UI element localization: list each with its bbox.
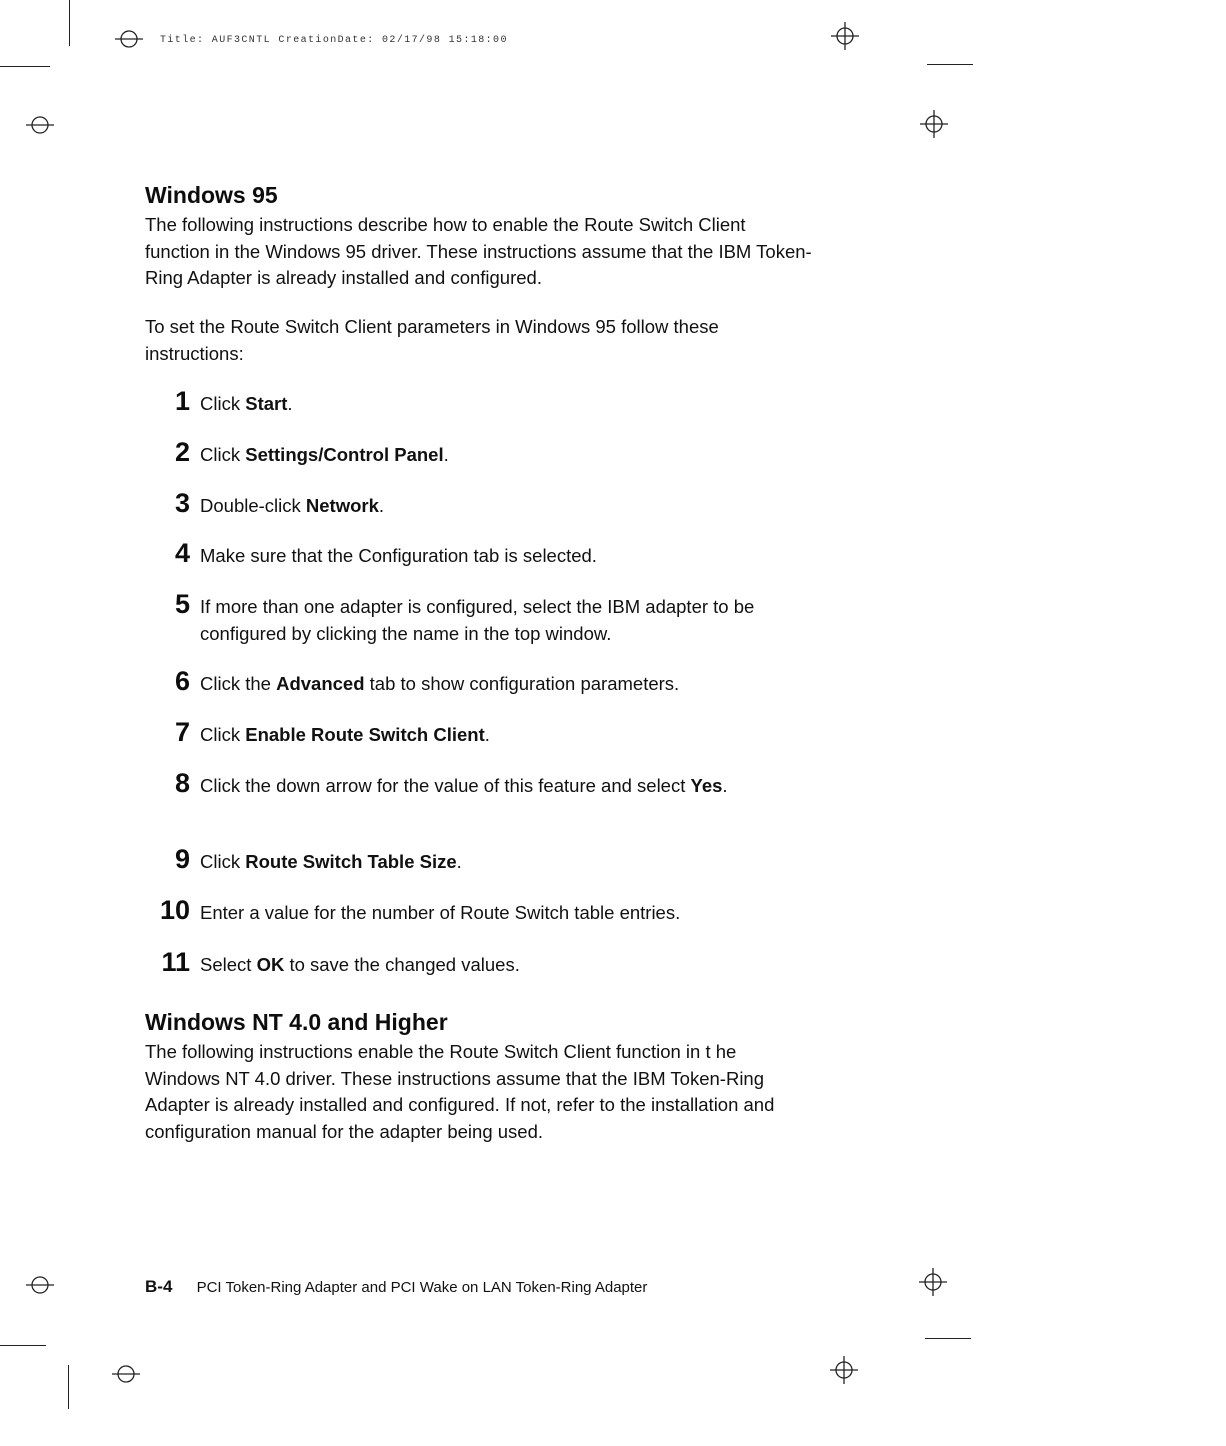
step-number: 9: [174, 844, 190, 874]
page-footer: [145, 1277, 647, 1297]
step-text: Click the down arrow for the value of this feature and select Yes.: [200, 775, 728, 796]
registration-mark-icon: [23, 1273, 57, 1297]
section-heading-windows-95: Windows 95: [145, 182, 278, 208]
crop-line-top-left-horizontal: [0, 66, 50, 67]
crop-line-bottom-left-horizontal: [0, 1345, 46, 1346]
crop-line-bottom-left-vertical: [68, 1365, 69, 1409]
windows-nt-intro: The following instructions enable the Route Switch Client function in t he Windows NT 4.0 driver. These instructions assume that the IBM Token-Ring Adapter is already installed and configured. If not, refer to the installation and configuration manual for the adapter being used.: [145, 1041, 775, 1142]
step-text: Click the Advanced tab to show configuration parameters.: [200, 673, 680, 694]
section-heading-windows-nt: Windows NT 4.0 and Higher: [145, 1009, 448, 1035]
step-text: If more than one adapter is configured, select the IBM adapter to be configured by clicking the name in the top window.: [200, 596, 755, 644]
windows-95-intro: The following instructions describe how to enable the Route Switch Client function in the Windows 95 driver. These instructions assume that the IBM Token-Ring Adapter is already installed and configured.: [145, 214, 812, 288]
step-text: Click Enable Route Switch Client.: [200, 724, 490, 745]
registration-mark-icon: [828, 1354, 860, 1386]
page-number: B-4: [145, 1277, 173, 1296]
step-number: 7: [174, 717, 190, 747]
step-text: Click Settings/Control Panel.: [200, 444, 449, 465]
registration-mark-icon: [917, 1266, 949, 1298]
step-text: Click Route Switch Table Size.: [200, 851, 462, 872]
step-number: 2: [174, 437, 190, 467]
step-text: Make sure that the Configuration tab is selected.: [200, 545, 597, 566]
step-text: Enter a value for the number of Route Switch table entries.: [200, 902, 681, 923]
step-text: Double-click Network.: [200, 495, 385, 516]
footer-title: PCI Token-Ring Adapter and PCI Wake on LAN Token-Ring Adapter: [196, 1279, 648, 1296]
print-header: Title: AUF3CNTL CreationDate: 02/17/98 15:18:00: [160, 35, 508, 46]
step-number: 11: [161, 947, 190, 977]
registration-mark-icon: [23, 113, 57, 137]
step-number: 4: [174, 538, 190, 568]
step-number: 3: [174, 488, 190, 518]
step-text: Select OK to save the changed values.: [200, 954, 520, 975]
crop-line-top-right-horizontal: [927, 64, 973, 65]
registration-mark-icon: [112, 27, 146, 51]
crop-line-bottom-right-horizontal: [925, 1338, 971, 1339]
step-number: 10: [159, 895, 190, 925]
registration-mark-icon: [918, 108, 950, 140]
step-text: Click Start.: [200, 393, 293, 414]
windows-95-lead: To set the Route Switch Client parameters in Windows 95 follow these instructions:: [145, 316, 719, 364]
crop-line-top-left-vertical: [69, 0, 70, 46]
registration-mark-icon: [829, 20, 861, 52]
step-number: 5: [174, 589, 190, 619]
registration-mark-icon: [109, 1362, 143, 1386]
step-number: 8: [174, 768, 190, 798]
step-number: 1: [174, 386, 190, 416]
step-number: 6: [174, 666, 190, 696]
